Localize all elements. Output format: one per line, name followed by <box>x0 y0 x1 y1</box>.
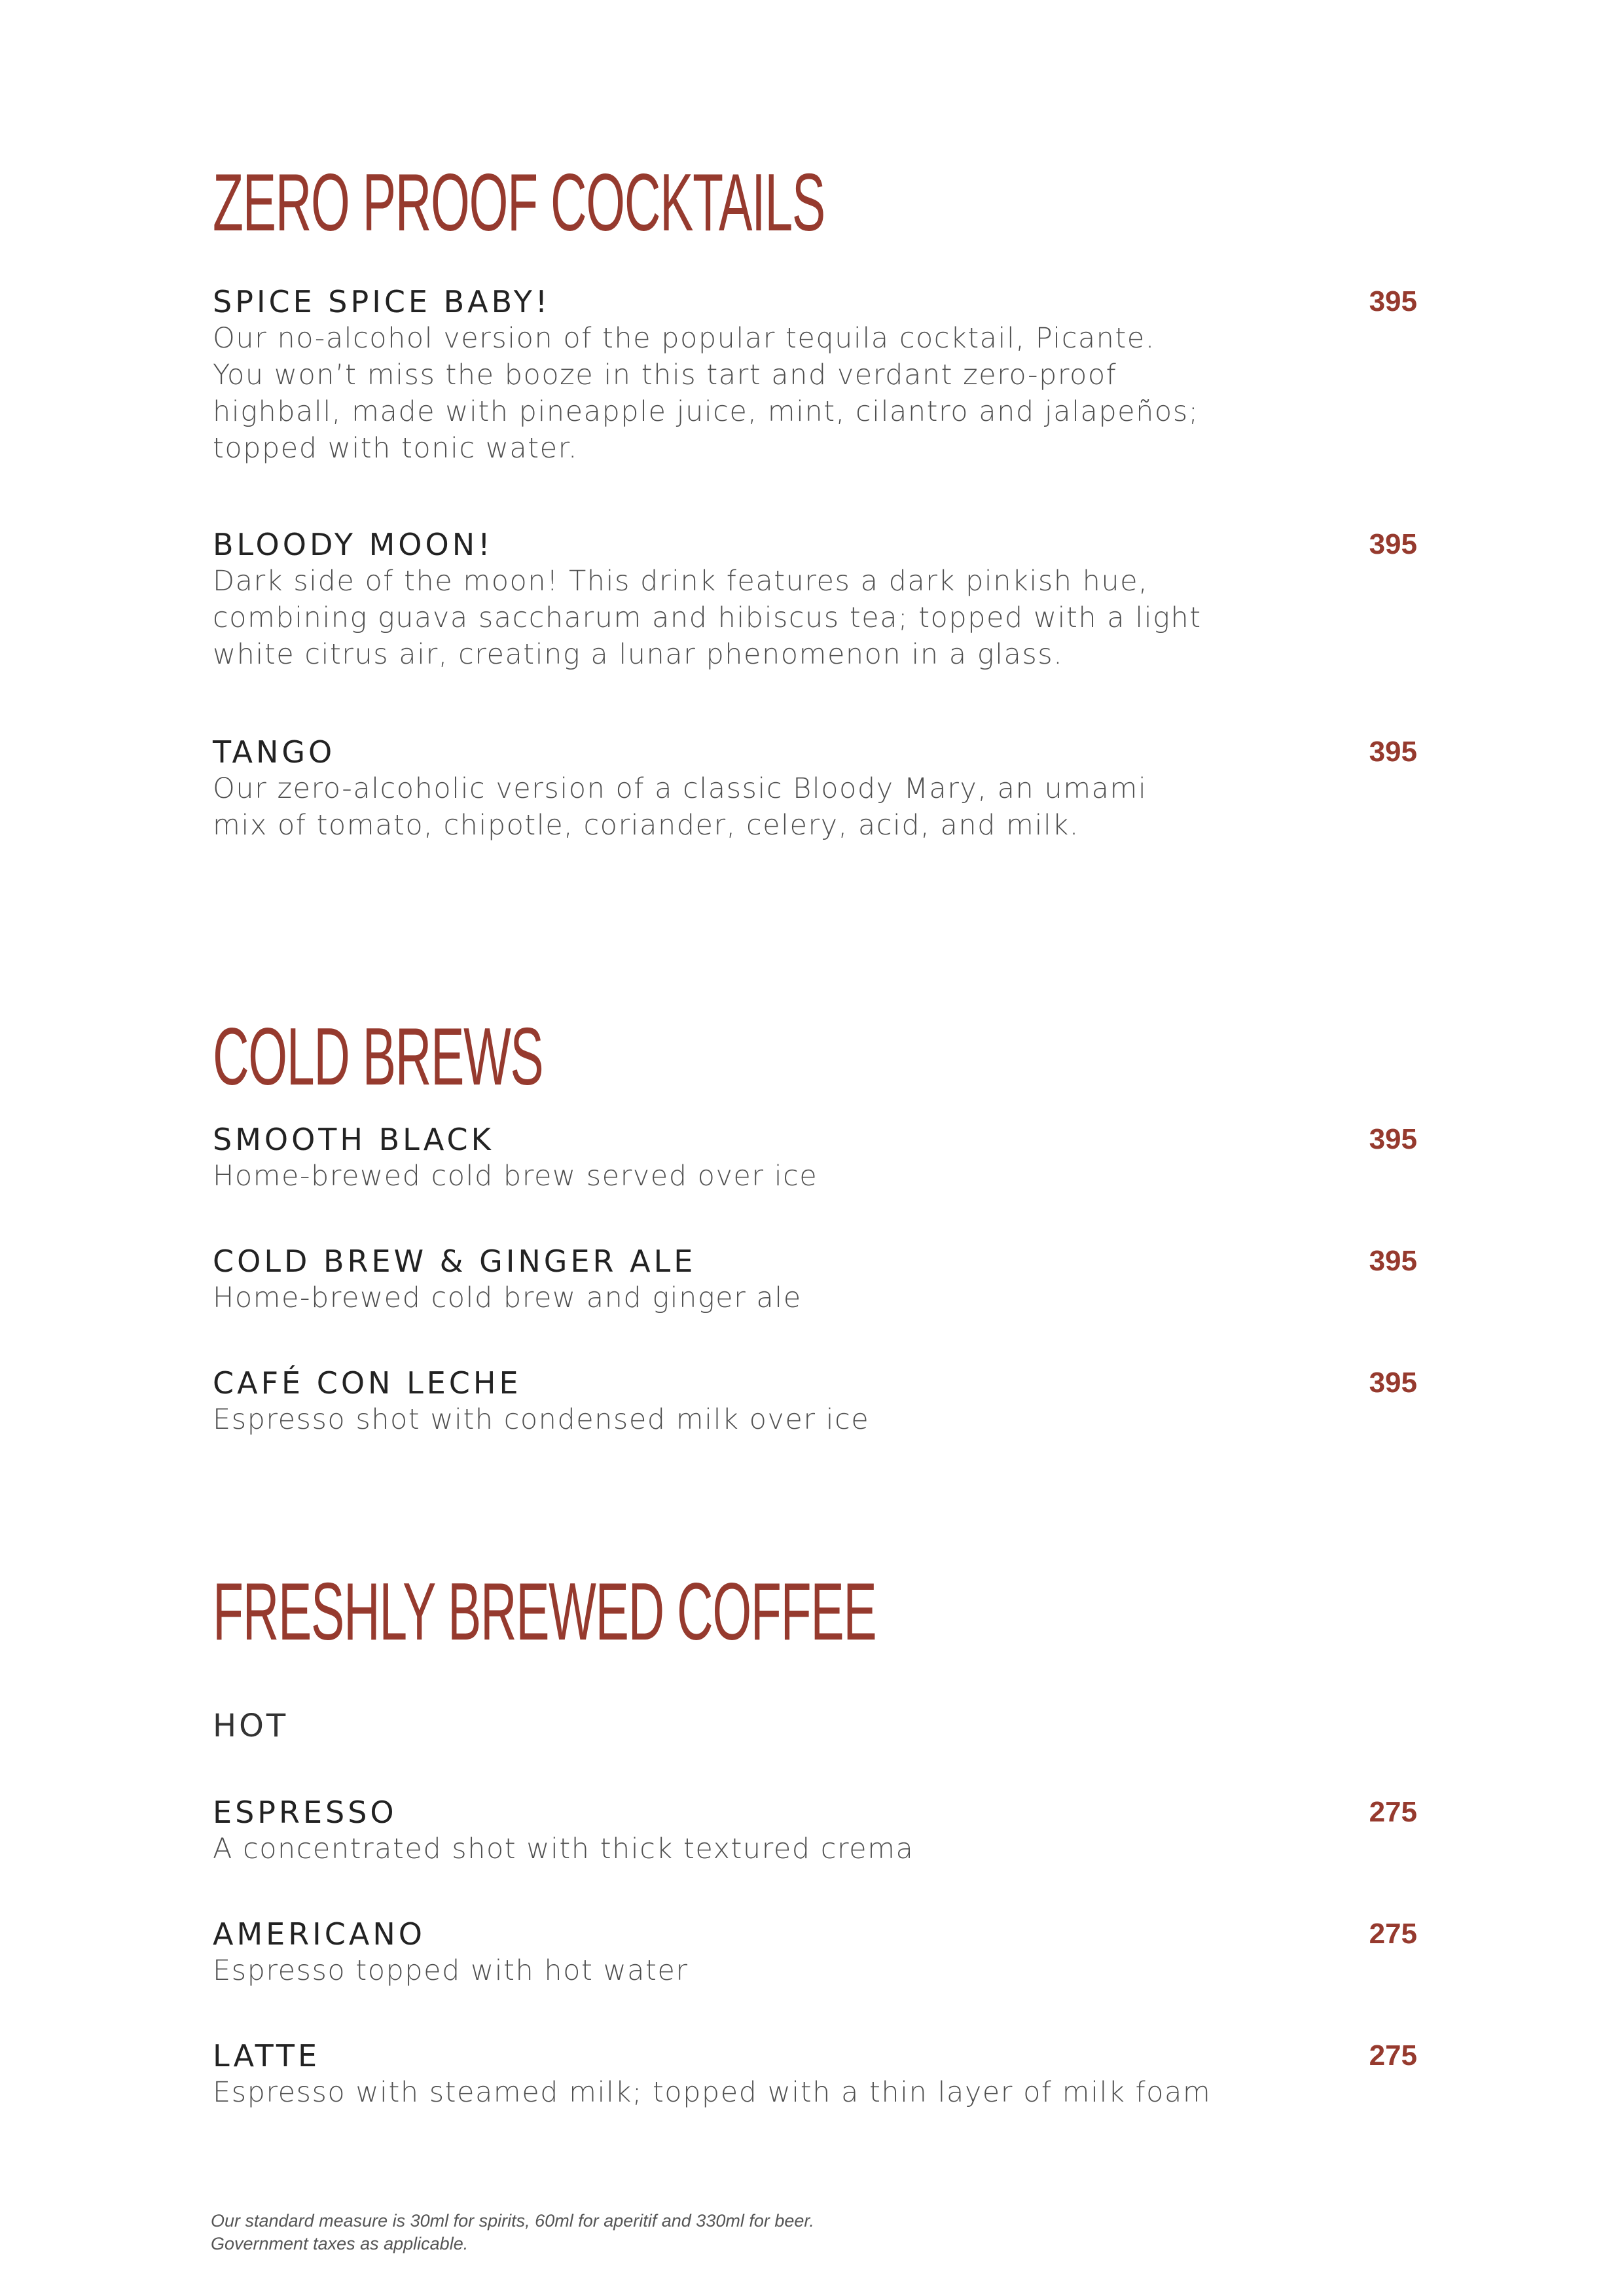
item-name: CAFÉ CON LECHE <box>213 1365 522 1401</box>
item-price: 275 <box>1369 1796 1417 1828</box>
description-line: mix of tomato, chipotle, coriander, celery, acid, and milk. <box>213 809 1079 842</box>
item-name: LATTE <box>213 2038 321 2073</box>
subheading-hot: HOT <box>213 1708 289 1744</box>
footer-line-taxes: Government taxes as applicable. <box>211 2234 469 2253</box>
item-description <box>213 1952 1417 1989</box>
description-line: Espresso with steamed milk; topped with a thin layer of milk foam <box>213 2076 1212 2109</box>
description-line: Espresso shot with condensed milk over ice <box>213 1403 870 1436</box>
section-title-zero-proof-cocktails: ZERO PROOF COCKTAILS <box>213 158 825 248</box>
menu-item-cafe-con-leche <box>213 1365 1417 1438</box>
menu-item-smooth-black <box>213 1121 1417 1194</box>
item-description <box>213 2074 1417 2111</box>
menu-item-cold-brew-ginger-ale <box>213 1243 1417 1316</box>
item-description <box>213 320 1417 467</box>
menu-item-americano <box>213 1916 1417 1989</box>
description-line: combining guava saccharum and hibiscus tea; topped with a light <box>213 601 1202 634</box>
item-name: SPICE SPICE BABY! <box>213 284 551 319</box>
section-title-freshly-brewed-coffee: FRESHLY BREWED COFFEE <box>213 1567 876 1657</box>
menu-item-latte <box>213 2037 1417 2111</box>
item-description <box>213 563 1417 673</box>
item-description <box>213 770 1417 844</box>
item-price: 395 <box>1369 528 1417 560</box>
description-line: Espresso topped with hot water <box>213 1954 689 1987</box>
item-name: BLOODY MOON! <box>213 527 494 562</box>
item-price: 395 <box>1369 285 1417 317</box>
description-line: You won’t miss the booze in this tart and verdant zero-proof <box>213 359 1117 391</box>
item-description <box>213 1401 1417 1438</box>
description-line: Our no-alcohol version of the popular tequila cocktail, Picante. <box>213 322 1155 355</box>
item-price: 275 <box>1369 2039 1417 2072</box>
item-name: COLD BREW & GINGER ALE <box>213 1244 696 1279</box>
menu-item-espresso <box>213 1794 1417 1867</box>
item-price: 395 <box>1369 1245 1417 1277</box>
item-description <box>213 1280 1417 1316</box>
item-price: 395 <box>1369 736 1417 768</box>
menu-item-spice-spice-baby <box>213 283 1417 467</box>
menu-item-tango <box>213 734 1417 844</box>
item-description <box>213 1831 1417 1867</box>
item-name: SMOOTH BLACK <box>213 1122 494 1157</box>
section-title-cold-brews: COLD BREWS <box>213 1012 543 1102</box>
item-description <box>213 1158 1417 1194</box>
description-line: Dark side of the moon! This drink features a dark pinkish hue, <box>213 565 1149 598</box>
description-line: Our zero-alcoholic version of a classic Bloody Mary, an umami <box>213 772 1147 805</box>
footer-note <box>211 2210 814 2255</box>
item-price: 395 <box>1369 1367 1417 1399</box>
description-line: A concentrated shot with thick textured crema <box>213 1833 914 1865</box>
menu-item-bloody-moon <box>213 526 1417 673</box>
item-price: 395 <box>1369 1123 1417 1155</box>
item-name: AMERICANO <box>213 1916 425 1952</box>
description-line: highball, made with pineapple juice, mint, cilantro and jalapeños; <box>213 395 1199 428</box>
footer-line-measures: Our standard measure is 30ml for spirits, 60ml for aperitif and 330ml for beer. <box>211 2211 814 2231</box>
item-name: ESPRESSO <box>213 1795 397 1830</box>
description-line: topped with tonic water. <box>213 432 578 465</box>
description-line: Home-brewed cold brew served over ice <box>213 1160 818 1193</box>
description-line: Home-brewed cold brew and ginger ale <box>213 1282 802 1314</box>
item-price: 275 <box>1369 1918 1417 1950</box>
description-line: white citrus air, creating a lunar phenomenon in a glass. <box>213 638 1064 671</box>
item-name: TANGO <box>213 734 336 770</box>
